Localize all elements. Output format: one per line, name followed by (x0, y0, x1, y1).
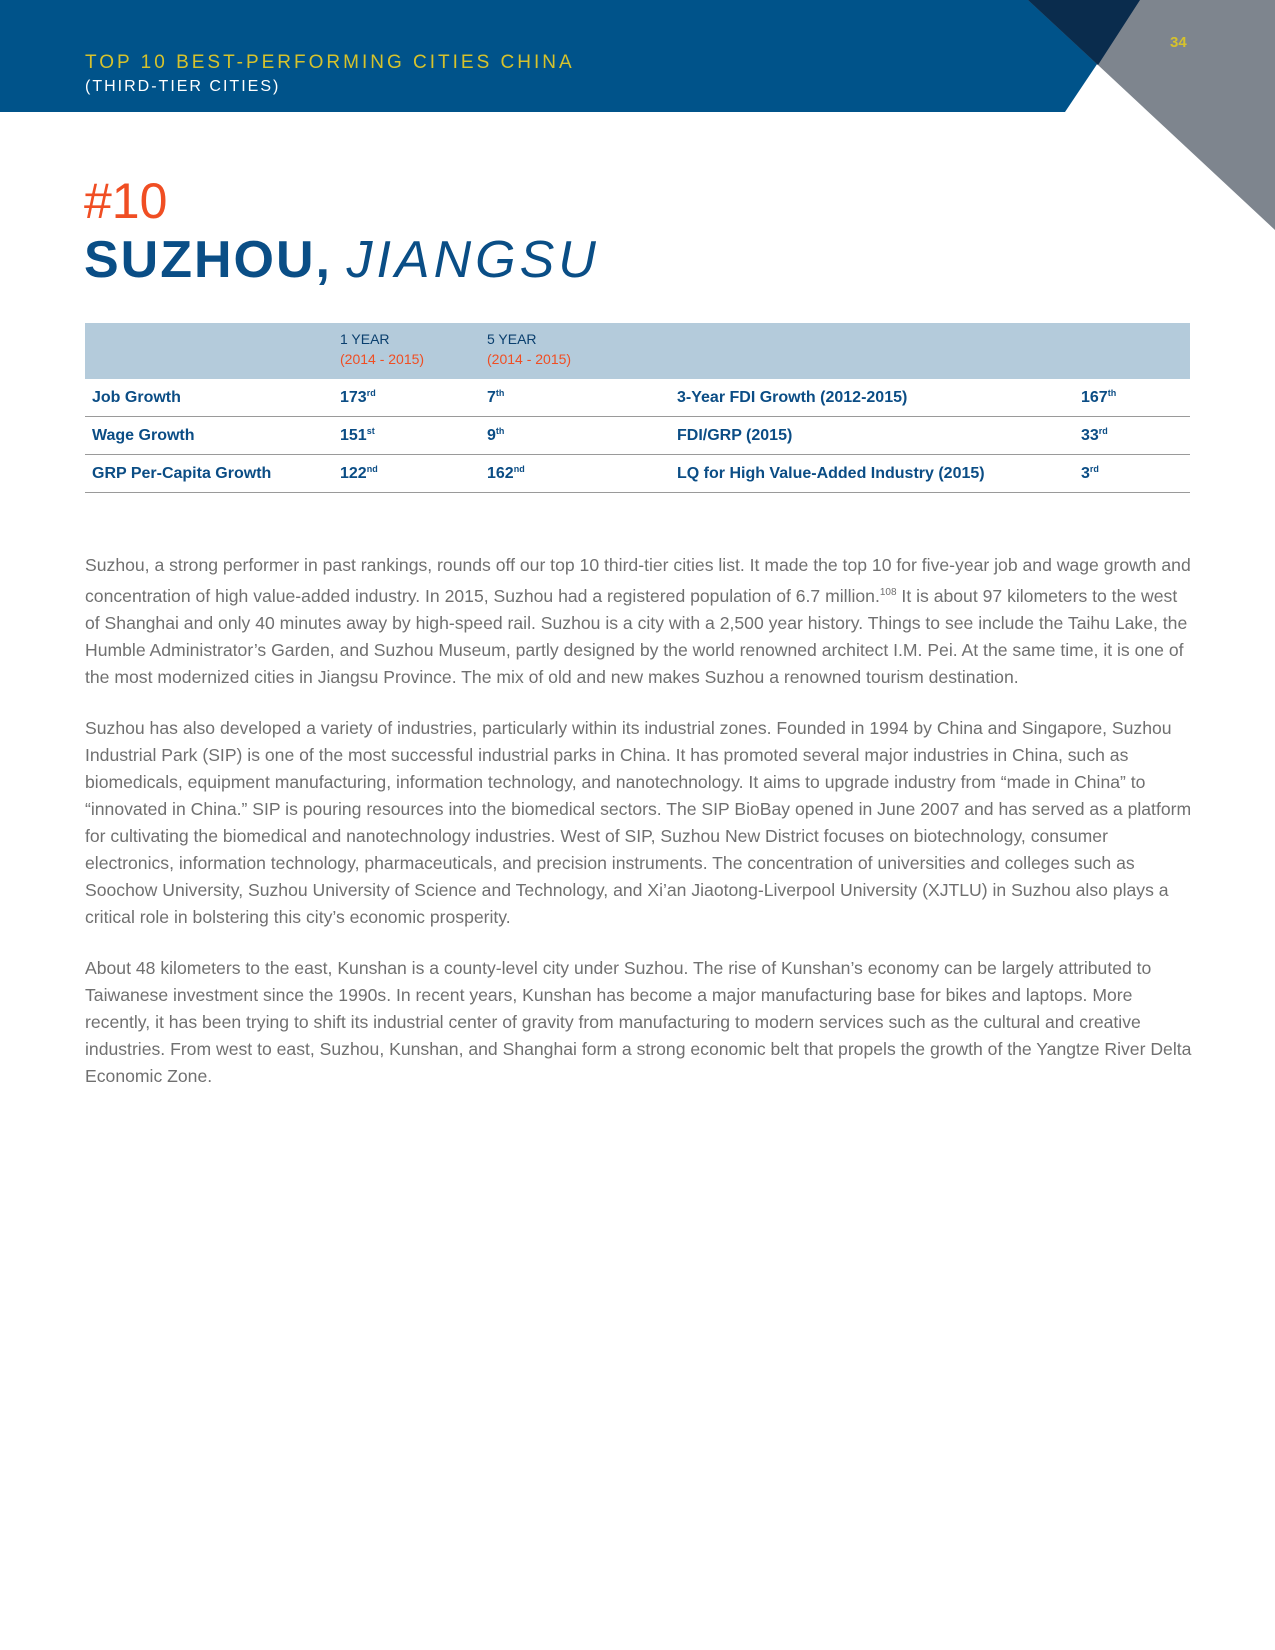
rank-value: 167 (1081, 389, 1108, 406)
rank-value: 9 (487, 427, 496, 444)
metric-rank (1081, 455, 1190, 493)
city-rank: #10 (84, 173, 168, 229)
row-label: GRP Per-Capita Growth (85, 455, 340, 493)
col-5year-label: 5 YEAR (487, 331, 537, 347)
metric-rank (1081, 379, 1190, 417)
report-subtitle: (THIRD-TIER CITIES) (85, 78, 281, 95)
paragraph (85, 552, 1193, 691)
city-name: SUZHOU, (84, 231, 332, 289)
rank-suffix: nd (366, 464, 378, 474)
metric-label: 3-Year FDI Growth (2012-2015) (677, 379, 1081, 417)
table-header-metric (677, 323, 1081, 379)
rank-value: 3 (1081, 465, 1090, 482)
one-year-rank (340, 379, 487, 417)
metric-rank (1081, 417, 1190, 455)
row-label: Wage Growth (85, 417, 340, 455)
metric-label: FDI/GRP (2015) (677, 417, 1081, 455)
col-5year-period: (2014 - 2015) (487, 351, 572, 367)
performance-table (85, 323, 1190, 493)
paragraph: About 48 kilometers to the east, Kunshan is a county-level city under Suzhou. The rise of Kunshan’s economy can be largely attributed to Taiwanese investment since the 1990s. In recent years, Kunshan has become a major manufacturing base for bikes and laptops. More recently, it has been trying to shift its industrial center of gravity from manufacturing to modern services such as the cultural and creative industries. From west to east, Suzhou, Kunshan, and Shanghai form a strong economic belt that propels the growth of the Yangtze River Delta Economic Zone. (85, 958, 1192, 1086)
rank-value: 122 (340, 465, 367, 482)
table-header-rank (1081, 323, 1190, 379)
table-header-5year (487, 323, 677, 379)
report-title: TOP 10 BEST-PERFORMING CITIES CHINA (85, 52, 575, 73)
rank-value: 173 (340, 389, 367, 406)
rank-value: 162 (487, 465, 514, 482)
five-year-rank (487, 417, 677, 455)
table-header-blank (85, 323, 340, 379)
rank-value: 33 (1081, 427, 1099, 444)
rank-suffix: th (495, 426, 505, 436)
banner-shapes (0, 0, 1275, 230)
table-row (85, 417, 1190, 455)
table-row (85, 455, 1190, 493)
header-banner (0, 0, 1275, 230)
footnote-ref: 108 (879, 587, 897, 598)
rank-value: 7 (487, 389, 496, 406)
rank-suffix: rd (366, 388, 376, 398)
table-row (85, 379, 1190, 417)
article-body (85, 552, 1193, 1114)
paragraph-text: It is about 97 kilometers to the west of Shanghai and only 40 minutes away by high-speed rail. Suzhou is a city with a 2,500 year history. Things to see include the Taihu Lake, the Humble Administrator’s Garden, and Suzhou Museum, partly designed by the world renowned architect I.M. Pei. At the same time, it is one of the most modernized cities in Jiangsu Province. The mix of old and new makes Suzhou a renowned tourism destination. (85, 586, 1188, 687)
paragraph-text: Suzhou, a strong performer in past rankings, rounds off our top 10 third-tier cities list. It made the top 10 for five-year job and wage growth and concentration of high value-added industry. In 2015, Suzhou had a registered population of 6.7 million. (85, 555, 1191, 606)
col-1year-label: 1 YEAR (340, 331, 390, 347)
province-name: JIANGSU (346, 231, 600, 289)
rank-suffix: rd (1089, 464, 1099, 474)
rank-suffix: th (495, 388, 505, 398)
rank-suffix: rd (1098, 426, 1108, 436)
row-label: Job Growth (85, 379, 340, 417)
one-year-rank (340, 455, 487, 493)
metric-label: LQ for High Value-Added Industry (2015) (677, 455, 1081, 493)
col-1year-period: (2014 - 2015) (340, 351, 425, 367)
five-year-rank (487, 455, 677, 493)
rank-suffix: th (1107, 388, 1117, 398)
rank-value: 151 (340, 427, 367, 444)
five-year-rank (487, 379, 677, 417)
rank-suffix: nd (513, 464, 525, 474)
city-title (84, 232, 600, 288)
table-header-1year (340, 323, 487, 379)
one-year-rank (340, 417, 487, 455)
paragraph: Suzhou has also developed a variety of industries, particularly within its industrial zones. Founded in 1994 by China and Singapore, Suzhou Industrial Park (SIP) is one of the most successful industrial parks in China. It has promoted several major industries in China, such as biomedicals, equipment manufacturing, information technology, and nanotechnology. It aims to upgrade industry from “made in China” to “innovated in China.” SIP is pouring resources into the biomedical sectors. The SIP BioBay opened in June 2007 and has served as a platform for cultivating the biomedical and nanotechnology industries. West of SIP, Suzhou New District focuses on biotechnology, consumer electronics, information technology, pharmaceuticals, and precision instruments. The concentration of universities and colleges such as Soochow University, Suzhou University of Science and Technology, and Xi’an Jiaotong-Liverpool University (XJTLU) in Suzhou also plays a critical role in bolstering this city’s economic prosperity. (85, 718, 1192, 927)
table-header-row (85, 323, 1190, 379)
rank-suffix: st (366, 426, 375, 436)
page-number: 34 (1170, 34, 1187, 51)
